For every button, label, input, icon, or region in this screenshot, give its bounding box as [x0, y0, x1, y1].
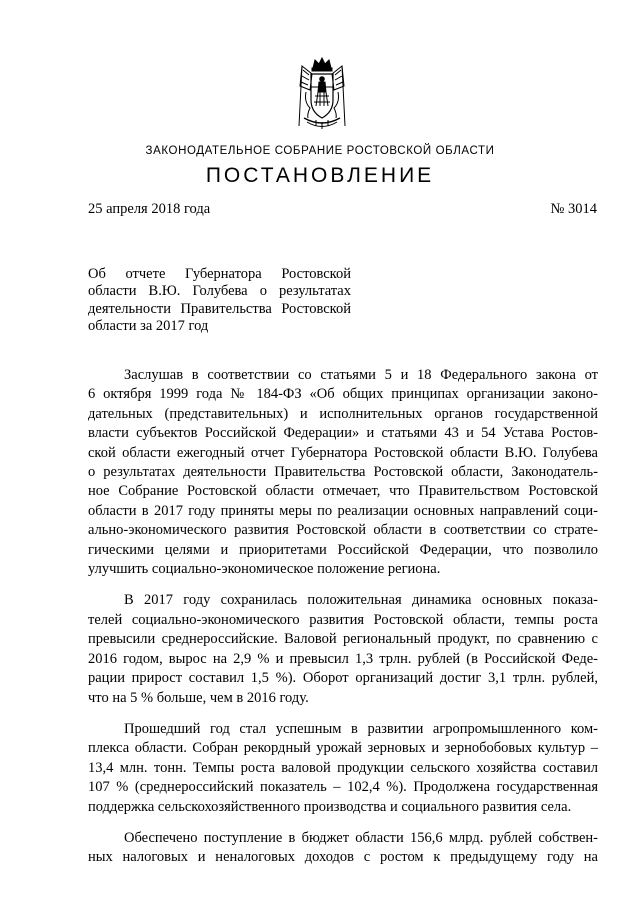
body-line: гическими целями и приоритетами Российской Федерации, что позволило — [88, 541, 598, 558]
document-date: 25 апреля 2018 года — [88, 201, 211, 217]
body-line: 107 % (среднероссийский показатель – 102,4 %). Продолжена государственная — [88, 779, 598, 796]
body-line: дательных (представительных) и исполнительных органов государственной — [88, 405, 598, 422]
body-line: ных налоговых и неналоговых доходов с ростом к предыдущему году на — [88, 849, 598, 866]
body-line: о результатах деятельности Правительства Ростовской области, Законодатель- — [88, 464, 598, 481]
body-paragraph — [88, 720, 598, 817]
body-line: ное Собрание Ростовской области отмечает, что Правительством Ростовской — [88, 483, 598, 500]
body-line: 2016 годом, вырос на 2,9 % и превысил 1,3 трлн. рублей (в Российской Феде- — [88, 650, 598, 667]
body-line: Заслушав в соответствии со статьями 5 и 18 Федерального закона от — [124, 367, 598, 383]
body-line: рации прирост составил 1,5 %). Оборот организаций достиг 3,1 трлн. рублей, — [88, 670, 598, 687]
body-line: 13,4 млн. тонн. Темпы роста валовой продукции сельского хозяйства составил — [88, 759, 598, 776]
body-paragraph — [88, 829, 598, 868]
body-line: ально-экономического развития Ростовской области в соответствии со страте- — [88, 522, 598, 539]
body-line: власти субъектов Российской Федерации» и статьями 43 и 54 Устава Ростов- — [88, 425, 598, 442]
body-line: что на 5 % больше, чем в 2016 году. — [88, 689, 309, 706]
organization-title: ЗАКОНОДАТЕЛЬНОЕ СОБРАНИЕ РОСТОВСКОЙ ОБЛАСТИ — [145, 145, 495, 157]
body-line: 6 октября 1999 года № 184-ФЗ «Об общих принципах организации законо- — [88, 386, 598, 403]
document-number: № 3014 — [550, 201, 597, 217]
body-paragraph — [88, 366, 598, 579]
body-line: улучшить социально-экономическое положение региона. — [88, 561, 441, 578]
body-paragraph — [88, 591, 598, 707]
subject-line: деятельности Правительства Ростовской — [88, 300, 351, 317]
subject-line: области В.Ю. Голубева о результатах — [88, 283, 351, 300]
document-subject — [88, 266, 351, 335]
subject-line: Об отчете Губернатора Ростовской — [88, 266, 351, 282]
body-line: поддержка сельскохозяйственного производства и социального развития села. — [88, 798, 572, 815]
document-type-heading: ПОСТАНОВЛЕНИЕ — [205, 164, 435, 187]
body-line: Обеспечено поступление в бюджет области 156,6 млрд. рублей собствен- — [124, 829, 598, 846]
body-line: ской области ежегодный отчет Губернатора Ростовской области В.Ю. Голубева — [88, 444, 598, 461]
body-line: плекса области. Собран рекордный урожай зерновых и зернобобовых культур – — [88, 740, 598, 757]
body-line: превысили среднероссийские. Валовой региональный продукт, по сравнению с — [88, 631, 598, 648]
body-line: телей социально-экономического развития Ростовской области, темпы роста — [88, 611, 598, 628]
coat-of-arms-emblem — [296, 56, 348, 132]
body-line: Прошедший год стал успешным в развитии агропромышленного ком- — [124, 720, 598, 737]
document-body — [88, 366, 598, 880]
subject-line: области за 2017 год — [88, 317, 209, 334]
body-line: В 2017 году сохранилась положительная динамика основных показа- — [124, 592, 598, 609]
body-line: области в 2017 году приняты меры по реализации основных направлений соци- — [88, 502, 598, 519]
